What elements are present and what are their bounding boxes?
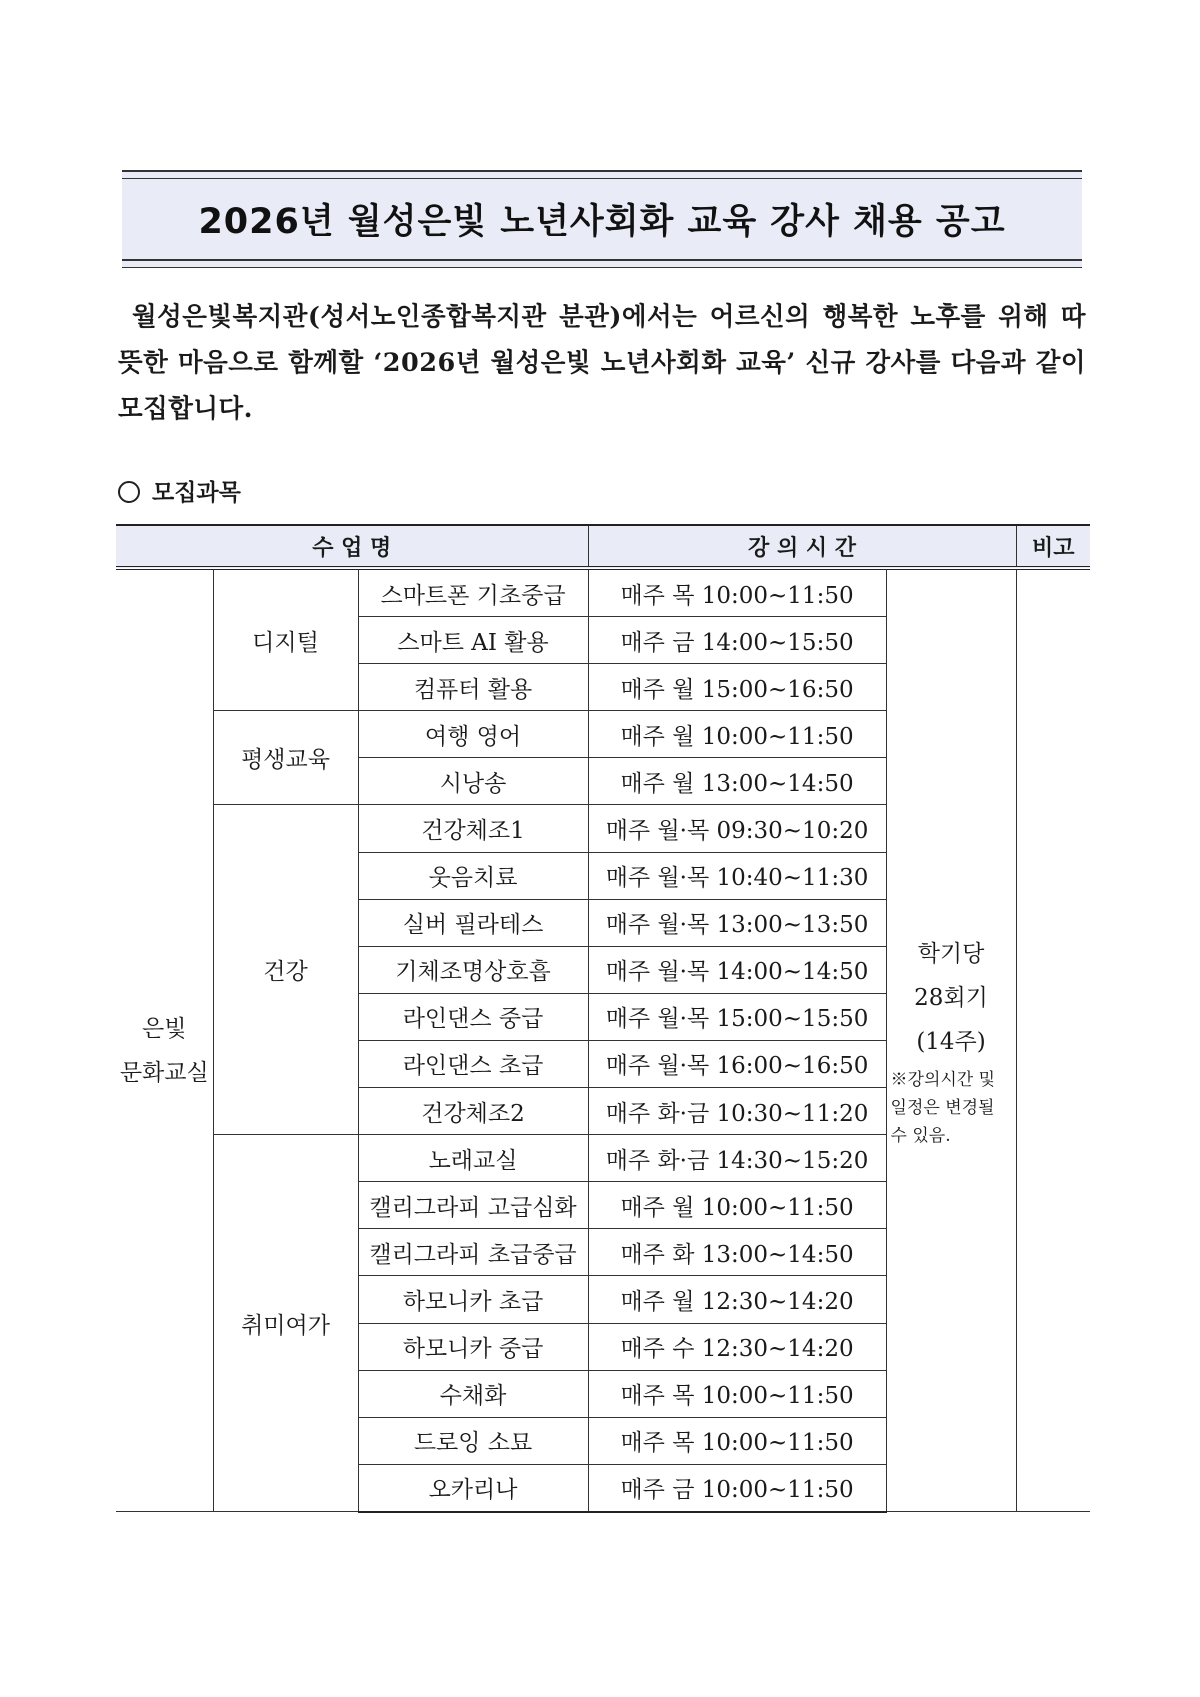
course-cell: 기체조명상호흡 <box>358 946 588 993</box>
course-cell: 캘리그라피 고급심화 <box>358 1182 588 1229</box>
course-cell: 하모니카 초급 <box>358 1276 588 1323</box>
section-heading-label: 모집과목 <box>152 479 241 506</box>
course-cell: 라인댄스 중급 <box>358 993 588 1040</box>
course-cell: 오카리나 <box>358 1464 588 1512</box>
header-note: 비고 <box>1016 525 1090 568</box>
course-cell: 스마트폰 기초중급 <box>358 568 588 617</box>
table-row <box>116 568 1090 617</box>
time-cell: 매주 월 12:30~14:20 <box>588 1276 886 1323</box>
time-cell: 매주 월·목 14:00~14:50 <box>588 946 886 993</box>
time-cell: 매주 월 10:00~11:50 <box>588 1182 886 1229</box>
course-cell: 실버 필라테스 <box>358 899 588 946</box>
program-cell: 은빛 문화교실 <box>116 568 213 1512</box>
time-cell: 매주 월·목 09:30~10:20 <box>588 805 886 852</box>
time-cell: 매주 화 13:00~14:50 <box>588 1229 886 1276</box>
note-line1: 학기당 <box>917 940 985 967</box>
category-cell: 평생교육 <box>213 711 358 805</box>
course-cell: 건강체조1 <box>358 805 588 852</box>
course-cell: 컴퓨터 활용 <box>358 664 588 711</box>
time-cell: 매주 월 15:00~16:50 <box>588 664 886 711</box>
note-line2: 28회기 <box>914 984 988 1011</box>
course-cell: 드로잉 소묘 <box>358 1417 588 1464</box>
time-cell: 매주 금 10:00~11:50 <box>588 1464 886 1512</box>
course-cell: 건강체조2 <box>358 1088 588 1135</box>
course-cell: 웃음치료 <box>358 852 588 899</box>
note-line3: (14주) <box>916 1028 986 1055</box>
intro-paragraph: 월성은빛복지관(성서노인종합복지관 분관)에서는 어르신의 행복한 노후를 위해 따뜻한 마음으로 함께할 ‘2026년 월성은빛 노년사회화 교육’ 신규 강사를 다음과 같이 모집합니다. <box>118 302 1086 424</box>
course-cell: 시낭송 <box>358 758 588 805</box>
time-cell: 매주 화·금 14:30~15:20 <box>588 1135 886 1182</box>
time-cell: 매주 수 12:30~14:20 <box>588 1323 886 1370</box>
time-cell: 매주 월·목 10:40~11:30 <box>588 852 886 899</box>
time-cell: 매주 화·금 10:30~11:20 <box>588 1088 886 1135</box>
table-header-row <box>116 525 1090 568</box>
course-cell: 라인댄스 초급 <box>358 1040 588 1087</box>
course-cell: 노래교실 <box>358 1135 588 1182</box>
title-box <box>122 170 1082 268</box>
time-cell: 매주 목 10:00~11:50 <box>588 1370 886 1417</box>
time-cell: 매주 금 14:00~15:50 <box>588 617 886 664</box>
time-cell: 매주 목 10:00~11:50 <box>588 568 886 617</box>
category-cell: 건강 <box>213 805 358 1135</box>
time-cell: 매주 월 10:00~11:50 <box>588 711 886 758</box>
header-time: 강 의 시 간 <box>588 525 1016 568</box>
page-title: 2026년 월성은빛 노년사회화 교육 강사 채용 공고 <box>198 202 1006 242</box>
section-heading <box>118 474 241 507</box>
time-cell: 매주 월·목 13:00~13:50 <box>588 899 886 946</box>
course-cell: 캘리그라피 초급중급 <box>358 1229 588 1276</box>
note-small: ※강의시간 및 일정은 변경될 수 있음. <box>890 1069 996 1146</box>
time-cell: 매주 월·목 15:00~15:50 <box>588 993 886 1040</box>
category-cell: 디지털 <box>213 568 358 711</box>
courses-table <box>116 524 1090 1513</box>
remarks-cell <box>1016 568 1090 1512</box>
category-cell: 취미여가 <box>213 1135 358 1512</box>
course-cell: 하모니카 중급 <box>358 1323 588 1370</box>
header-class-name: 수 업 명 <box>116 525 588 568</box>
schedule-note-cell <box>886 568 1016 1512</box>
course-cell: 수채화 <box>358 1370 588 1417</box>
time-cell: 매주 월·목 16:00~16:50 <box>588 1040 886 1087</box>
course-cell: 스마트 AI 활용 <box>358 617 588 664</box>
time-cell: 매주 월 13:00~14:50 <box>588 758 886 805</box>
course-cell: 여행 영어 <box>358 711 588 758</box>
circle-bullet-icon <box>118 481 140 503</box>
time-cell: 매주 목 10:00~11:50 <box>588 1417 886 1464</box>
